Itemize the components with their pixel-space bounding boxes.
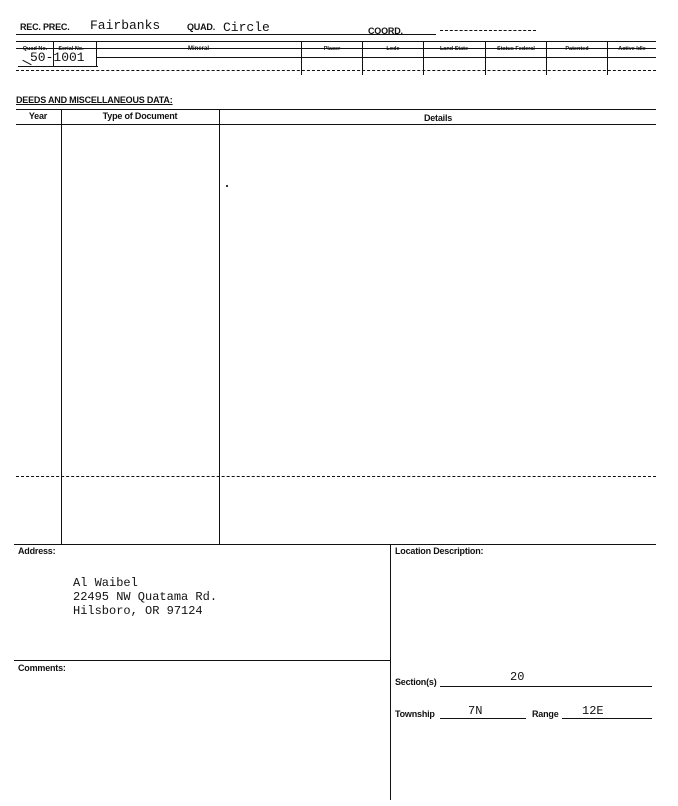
address-line-3: Hilsboro, OR 97124 [73,604,203,618]
column-header-bottom-rule [16,48,656,49]
address-line-1: Al Waibel [73,576,138,590]
range-label: Range [532,709,559,719]
address-top-rule [14,544,656,545]
rec-prec-label: REC. PREC. [20,22,70,32]
township-rule [440,718,526,719]
comments-label: Comments: [18,663,66,673]
deeds-section-title: DEEDS AND MISCELLANEOUS DATA: [16,95,173,105]
range-rule [562,718,652,719]
col-sep-2 [96,41,97,66]
section-rule [440,686,652,687]
deeds-col-year: Year [28,111,48,121]
section-value: 20 [510,670,525,684]
quad-row-rule [18,66,98,67]
quad-value: Circle [223,20,270,35]
col-quad-no: Quad No. [22,45,48,52]
col-patented: Patented [565,45,589,52]
deeds-top-rule [16,109,656,110]
header-rule-2 [346,34,436,35]
address-line-2: 22495 NW Quatama Rd. [73,590,218,604]
col-lode: Lode [386,45,400,52]
col-active-idle: Active Idle [618,45,646,52]
data-row-rule [96,57,656,58]
location-divider [390,544,391,800]
quad-label: QUAD. [187,22,215,32]
deeds-sep-type [219,109,220,544]
section-label: Section(s) [395,677,437,687]
col-mineral: Mineral [187,45,209,52]
stray-dot [226,185,228,187]
address-label: Address: [18,546,56,556]
coord-label: COORD. [368,26,403,36]
range-value: 12E [582,704,604,718]
rec-prec-value: Fairbanks [90,18,161,33]
address-block [73,576,217,618]
comments-top-rule [14,660,390,661]
deeds-col-type: Type of Document [102,111,178,121]
deeds-sep-year [61,109,62,544]
deeds-col-details: Details [423,113,453,123]
location-label: Location Description: [395,546,484,556]
col-placer: Placer [323,45,341,52]
col-land-state: Land State [439,45,469,52]
header-rule [16,34,346,35]
header-bottom-dashed-rule [16,70,656,71]
record-number: 50-1001 [30,50,85,65]
col-status-federal: Status Federal [497,45,535,52]
township-value: 7N [468,704,483,718]
deeds-header-rule [16,124,656,125]
col-serial-no: Serial No. [58,45,84,52]
township-label: Township [395,709,435,719]
deeds-dashed-rule [16,476,656,477]
header-dashed-rule [440,30,536,31]
